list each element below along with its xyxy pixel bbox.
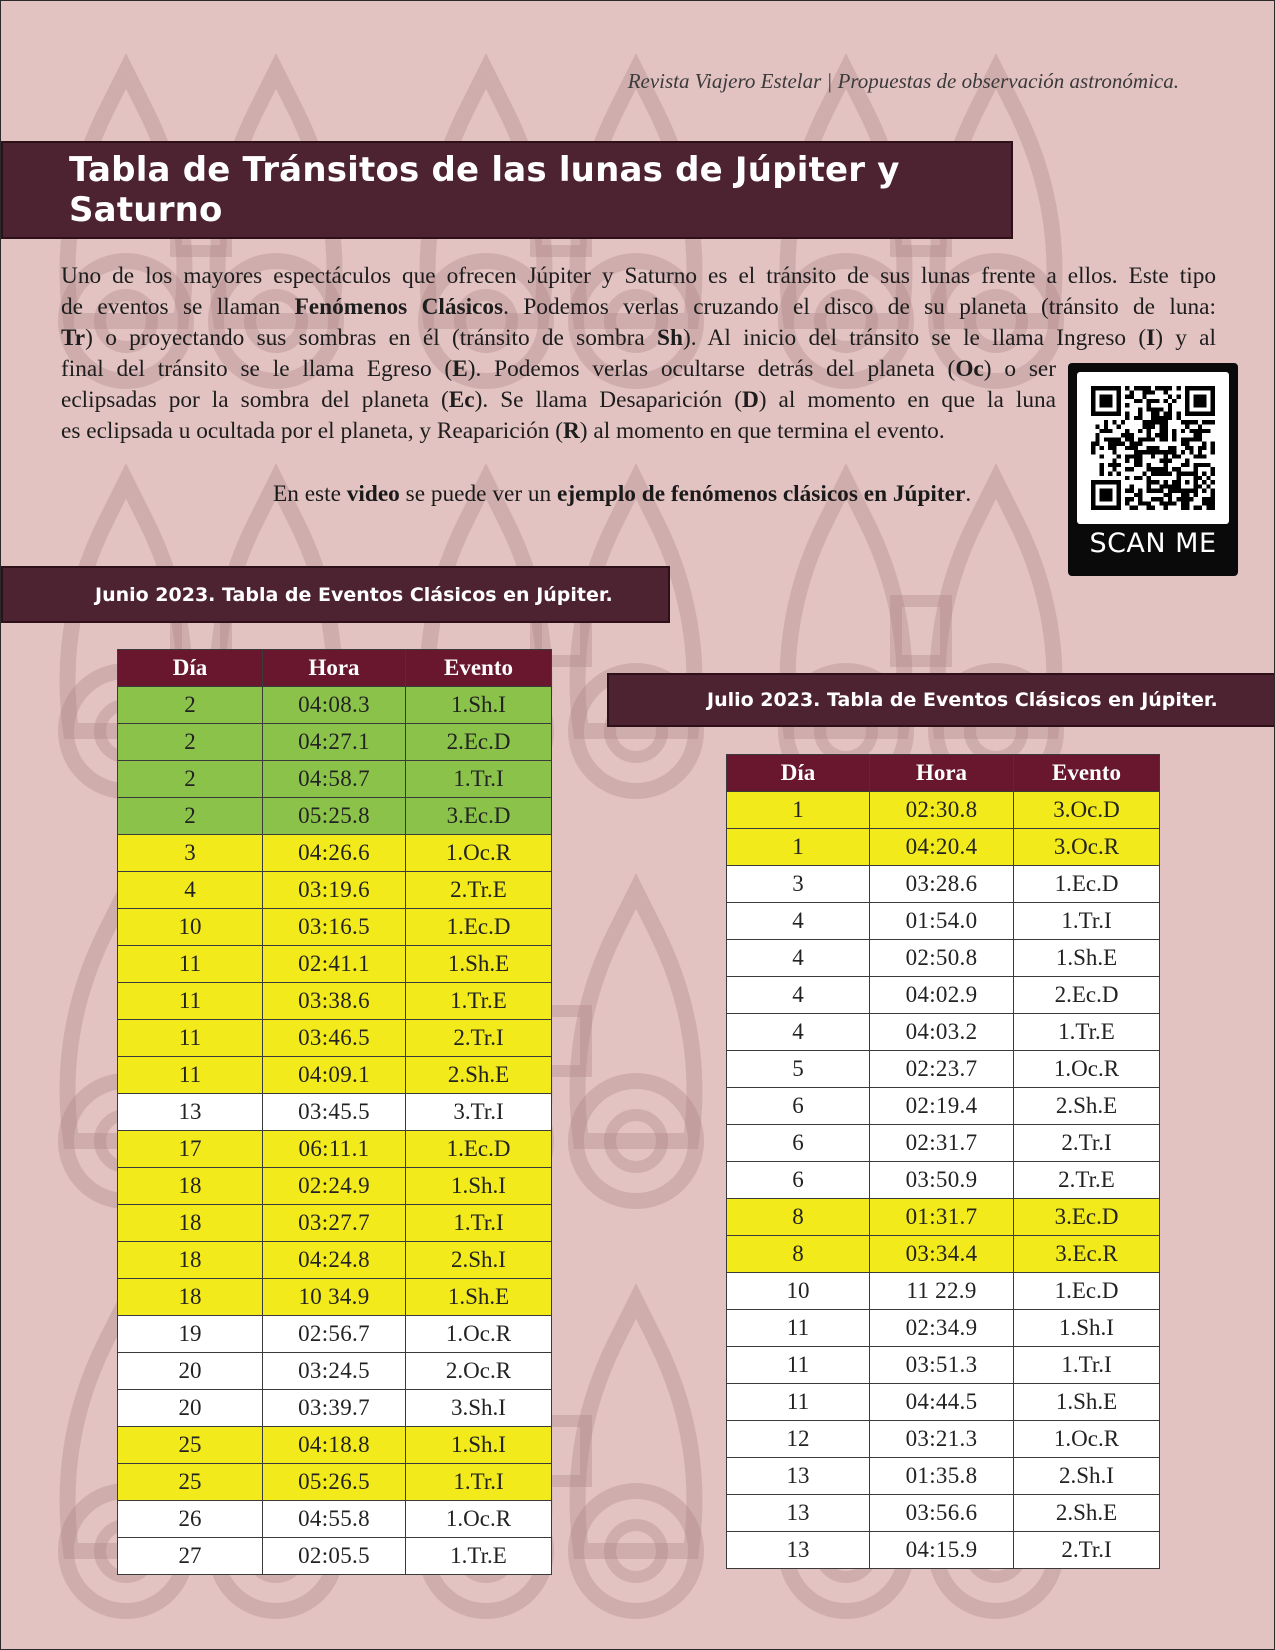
- cell-evento: 3.Oc.D: [1014, 792, 1160, 829]
- table-row: [118, 1501, 552, 1538]
- table-row: [118, 1464, 552, 1501]
- intro-paragraph: [61, 261, 1216, 447]
- cell-hora: 02:41.1: [263, 946, 406, 983]
- cell-hora: 04:09.1: [263, 1057, 406, 1094]
- table-row: [727, 1458, 1160, 1495]
- cell-hora: 03:56.6: [870, 1495, 1014, 1532]
- cell-dia: 3: [727, 866, 870, 903]
- cell-dia: 10: [727, 1273, 870, 1310]
- cell-evento: 1.Tr.E: [1014, 1014, 1160, 1051]
- cell-dia: 6: [727, 1162, 870, 1199]
- cell-dia: 18: [118, 1205, 263, 1242]
- cell-dia: 27: [118, 1538, 263, 1575]
- table-row: [118, 1353, 552, 1390]
- cell-hora: 02:30.8: [870, 792, 1014, 829]
- qr-code-pattern: [1077, 372, 1229, 524]
- cell-evento: 1.Ec.D: [1014, 866, 1160, 903]
- cell-dia: 4: [727, 977, 870, 1014]
- cell-evento: 1.Tr.I: [1014, 1347, 1160, 1384]
- table-header-row: [118, 650, 552, 687]
- cell-hora: 04:44.5: [870, 1384, 1014, 1421]
- cell-hora: 03:38.6: [263, 983, 406, 1020]
- cell-evento: 1.Sh.I: [406, 1168, 552, 1205]
- cell-hora: 03:19.6: [263, 872, 406, 909]
- cell-evento: 1.Oc.R: [406, 1501, 552, 1538]
- cell-dia: 2: [118, 761, 263, 798]
- cell-hora: 01:31.7: [870, 1199, 1014, 1236]
- cell-evento: 2.Ec.D: [1014, 977, 1160, 1014]
- cell-evento: 2.Tr.I: [1014, 1532, 1160, 1569]
- cell-evento: 2.Sh.I: [1014, 1458, 1160, 1495]
- cell-evento: 1.Tr.I: [406, 1464, 552, 1501]
- header-dia: Día: [727, 755, 870, 792]
- cell-dia: 11: [118, 1057, 263, 1094]
- cell-evento: 2.Sh.I: [406, 1242, 552, 1279]
- header-evento: Evento: [406, 650, 552, 687]
- cell-dia: 17: [118, 1131, 263, 1168]
- qr-caption: SCAN ME: [1089, 528, 1217, 559]
- table-row: [118, 687, 552, 724]
- table-row: [118, 1205, 552, 1242]
- table-row: [118, 798, 552, 835]
- cell-evento: 1.Sh.E: [1014, 940, 1160, 977]
- cell-hora: 01:54.0: [870, 903, 1014, 940]
- table-row: [118, 1279, 552, 1316]
- cell-evento: 2.Sh.E: [1014, 1088, 1160, 1125]
- table-row: [118, 1057, 552, 1094]
- cell-dia: 18: [118, 1279, 263, 1316]
- cell-evento: 1.Tr.I: [1014, 903, 1160, 940]
- cell-hora: 01:35.8: [870, 1458, 1014, 1495]
- cell-hora: 04:58.7: [263, 761, 406, 798]
- cell-dia: 25: [118, 1464, 263, 1501]
- june-caption: Junio 2023. Tabla de Eventos Clásicos en Júpiter.: [95, 583, 613, 606]
- cell-hora: 03:34.4: [870, 1236, 1014, 1273]
- table-row: [727, 1273, 1160, 1310]
- header-dia: Día: [118, 650, 263, 687]
- cell-hora: 11 22.9: [870, 1273, 1014, 1310]
- table-row: [727, 1495, 1160, 1532]
- july-events-table: [726, 754, 1160, 1569]
- table-row: [727, 940, 1160, 977]
- cell-hora: 03:16.5: [263, 909, 406, 946]
- cell-evento: 1.Tr.I: [406, 1205, 552, 1242]
- table-row: [727, 1162, 1160, 1199]
- cell-dia: 6: [727, 1088, 870, 1125]
- cell-dia: 12: [727, 1421, 870, 1458]
- table-row: [727, 1532, 1160, 1569]
- cell-dia: 11: [727, 1310, 870, 1347]
- cell-hora: 03:39.7: [263, 1390, 406, 1427]
- header-hora: Hora: [870, 755, 1014, 792]
- cell-hora: 02:05.5: [263, 1538, 406, 1575]
- cell-evento: 2.Tr.E: [406, 872, 552, 909]
- cell-evento: 2.Tr.I: [1014, 1125, 1160, 1162]
- table-row: [727, 1199, 1160, 1236]
- intro-line-5: eclipsadas por la sombra del planeta (Ec). Se llama Desaparición (D) al momento en que la luna: [61, 387, 1056, 413]
- cell-hora: 04:27.1: [263, 724, 406, 761]
- cell-dia: 6: [727, 1125, 870, 1162]
- cell-hora: 04:15.9: [870, 1532, 1014, 1569]
- intro-line-6: es eclipsada u ocultada por el planeta, y Reaparición (R) al momento en que termina el evento.: [61, 418, 945, 444]
- cell-evento: 1.Sh.E: [406, 946, 552, 983]
- july-caption-bar: [607, 673, 1275, 727]
- cell-dia: 2: [118, 687, 263, 724]
- table-row: [118, 835, 552, 872]
- cell-dia: 8: [727, 1199, 870, 1236]
- cell-dia: 2: [118, 724, 263, 761]
- table-row: [727, 1051, 1160, 1088]
- cell-hora: 03:45.5: [263, 1094, 406, 1131]
- header-evento: Evento: [1014, 755, 1160, 792]
- cell-dia: 1: [727, 792, 870, 829]
- table-row: [118, 1538, 552, 1575]
- cell-evento: 1.Sh.I: [406, 687, 552, 724]
- cell-hora: 03:21.3: [870, 1421, 1014, 1458]
- cell-dia: 4: [727, 940, 870, 977]
- cell-evento: 3.Oc.R: [1014, 829, 1160, 866]
- cell-evento: 1.Oc.R: [406, 835, 552, 872]
- cell-hora: 05:25.8: [263, 798, 406, 835]
- cell-evento: 3.Sh.I: [406, 1390, 552, 1427]
- table-row: [118, 909, 552, 946]
- cell-hora: 04:55.8: [263, 1501, 406, 1538]
- table-row: [727, 1384, 1160, 1421]
- table-row: [118, 1020, 552, 1057]
- table-row: [727, 792, 1160, 829]
- cell-dia: 18: [118, 1242, 263, 1279]
- cell-hora: 10 34.9: [263, 1279, 406, 1316]
- cell-hora: 04:24.8: [263, 1242, 406, 1279]
- video-link[interactable]: video: [346, 481, 400, 507]
- cell-dia: 4: [118, 872, 263, 909]
- cell-dia: 13: [727, 1532, 870, 1569]
- cell-hora: 02:19.4: [870, 1088, 1014, 1125]
- cell-dia: 11: [118, 1020, 263, 1057]
- cell-dia: 19: [118, 1316, 263, 1353]
- table-row: [118, 983, 552, 1020]
- cell-evento: 2.Tr.E: [1014, 1162, 1160, 1199]
- table-row: [727, 903, 1160, 940]
- header-hora: Hora: [263, 650, 406, 687]
- table-row: [118, 724, 552, 761]
- intro-line-1: Uno de los mayores espectáculos que ofrecen Júpiter y Saturno es el tránsito de sus lunas frente a ellos. Este tipo: [61, 263, 1216, 289]
- cell-evento: 1.Sh.I: [1014, 1310, 1160, 1347]
- cell-hora: 04:20.4: [870, 829, 1014, 866]
- cell-evento: 1.Tr.I: [406, 761, 552, 798]
- june-caption-bar: [1, 566, 670, 623]
- cell-hora: 02:24.9: [263, 1168, 406, 1205]
- cell-evento: 1.Tr.E: [406, 983, 552, 1020]
- cell-evento: 2.Sh.E: [406, 1057, 552, 1094]
- table-row: [727, 1236, 1160, 1273]
- table-row: [118, 1316, 552, 1353]
- cell-evento: 1.Ec.D: [1014, 1273, 1160, 1310]
- cell-evento: 1.Oc.R: [1014, 1051, 1160, 1088]
- cell-evento: 1.Ec.D: [406, 1131, 552, 1168]
- table-row: [727, 866, 1160, 903]
- table-row: [118, 872, 552, 909]
- cell-dia: 26: [118, 1501, 263, 1538]
- table-row: [727, 1125, 1160, 1162]
- table-header-row: [727, 755, 1160, 792]
- cell-evento: 2.Tr.I: [406, 1020, 552, 1057]
- cell-hora: 04:02.9: [870, 977, 1014, 1014]
- cell-dia: 8: [727, 1236, 870, 1273]
- cell-evento: 1.Ec.D: [406, 909, 552, 946]
- cell-hora: 03:51.3: [870, 1347, 1014, 1384]
- cell-hora: 02:23.7: [870, 1051, 1014, 1088]
- cell-hora: 02:31.7: [870, 1125, 1014, 1162]
- title-banner: [1, 141, 1013, 239]
- cell-dia: 13: [118, 1094, 263, 1131]
- table-row: [727, 1014, 1160, 1051]
- cell-evento: 1.Sh.E: [406, 1279, 552, 1316]
- table-row: [727, 977, 1160, 1014]
- cell-dia: 20: [118, 1353, 263, 1390]
- cell-evento: 3.Ec.D: [1014, 1199, 1160, 1236]
- cell-dia: 11: [118, 983, 263, 1020]
- cell-evento: 1.Oc.R: [406, 1316, 552, 1353]
- table-row: [118, 761, 552, 798]
- cell-dia: 18: [118, 1168, 263, 1205]
- table-row: [727, 1421, 1160, 1458]
- cell-hora: 04:03.2: [870, 1014, 1014, 1051]
- cell-evento: 3.Ec.R: [1014, 1236, 1160, 1273]
- table-row: [727, 1310, 1160, 1347]
- table-row: [118, 1427, 552, 1464]
- cell-evento: 2.Sh.E: [1014, 1495, 1160, 1532]
- cell-hora: 02:56.7: [263, 1316, 406, 1353]
- cell-hora: 02:50.8: [870, 940, 1014, 977]
- cell-evento: 1.Tr.E: [406, 1538, 552, 1575]
- video-reference: En este video se puede ver un ejemplo de fenómenos clásicos en Júpiter.: [273, 481, 972, 507]
- cell-dia: 11: [727, 1347, 870, 1384]
- cell-dia: 10: [118, 909, 263, 946]
- cell-hora: 04:26.6: [263, 835, 406, 872]
- cell-evento: 1.Oc.R: [1014, 1421, 1160, 1458]
- table-row: [727, 1347, 1160, 1384]
- cell-evento: 3.Ec.D: [406, 798, 552, 835]
- cell-dia: 13: [727, 1495, 870, 1532]
- cell-evento: 3.Tr.I: [406, 1094, 552, 1131]
- table-row: [727, 829, 1160, 866]
- cell-dia: 4: [727, 903, 870, 940]
- magazine-header: Revista Viajero Estelar | Propuestas de observación astronómica.: [627, 69, 1179, 93]
- cell-dia: 11: [118, 946, 263, 983]
- july-caption: Julio 2023. Tabla de Eventos Clásicos en Júpiter.: [707, 689, 1218, 711]
- cell-dia: 13: [727, 1458, 870, 1495]
- cell-dia: 5: [727, 1051, 870, 1088]
- cell-dia: 11: [727, 1384, 870, 1421]
- cell-hora: 04:08.3: [263, 687, 406, 724]
- cell-evento: 1.Sh.E: [1014, 1384, 1160, 1421]
- qr-code[interactable]: [1068, 363, 1238, 576]
- table-row: [118, 1390, 552, 1427]
- cell-hora: 05:26.5: [263, 1464, 406, 1501]
- cell-dia: 25: [118, 1427, 263, 1464]
- june-events-table: [117, 649, 552, 1575]
- table-row: [118, 1131, 552, 1168]
- cell-dia: 1: [727, 829, 870, 866]
- cell-hora: 04:18.8: [263, 1427, 406, 1464]
- table-row: [727, 1088, 1160, 1125]
- cell-hora: 02:34.9: [870, 1310, 1014, 1347]
- cell-hora: 06:11.1: [263, 1131, 406, 1168]
- cell-dia: 3: [118, 835, 263, 872]
- cell-dia: 4: [727, 1014, 870, 1051]
- table-row: [118, 1168, 552, 1205]
- cell-hora: 03:27.7: [263, 1205, 406, 1242]
- cell-hora: 03:50.9: [870, 1162, 1014, 1199]
- table-row: [118, 946, 552, 983]
- cell-evento: 2.Oc.R: [406, 1353, 552, 1390]
- cell-evento: 1.Sh.I: [406, 1427, 552, 1464]
- table-row: [118, 1094, 552, 1131]
- cell-hora: 03:46.5: [263, 1020, 406, 1057]
- cell-dia: 2: [118, 798, 263, 835]
- intro-line-2: de eventos se llaman Fenómenos Clásicos. Podemos verlas cruzando el disco de su planeta (tránsito de luna:: [61, 294, 1216, 320]
- cell-hora: 03:24.5: [263, 1353, 406, 1390]
- table-row: [118, 1242, 552, 1279]
- intro-line-4: final del tránsito se le llama Egreso (E). Podemos verlas ocultarse detrás del planeta (Oc) o ser: [61, 356, 1056, 382]
- cell-evento: 2.Ec.D: [406, 724, 552, 761]
- page-title: Tabla de Tránsitos de las lunas de Júpiter y Saturno: [69, 150, 900, 230]
- cell-dia: 20: [118, 1390, 263, 1427]
- intro-line-3: Tr) o proyectando sus sombras en él (tránsito de sombra Sh). Al inicio del tránsito se le llama Ingreso (I) y al: [61, 325, 1216, 351]
- cell-hora: 03:28.6: [870, 866, 1014, 903]
